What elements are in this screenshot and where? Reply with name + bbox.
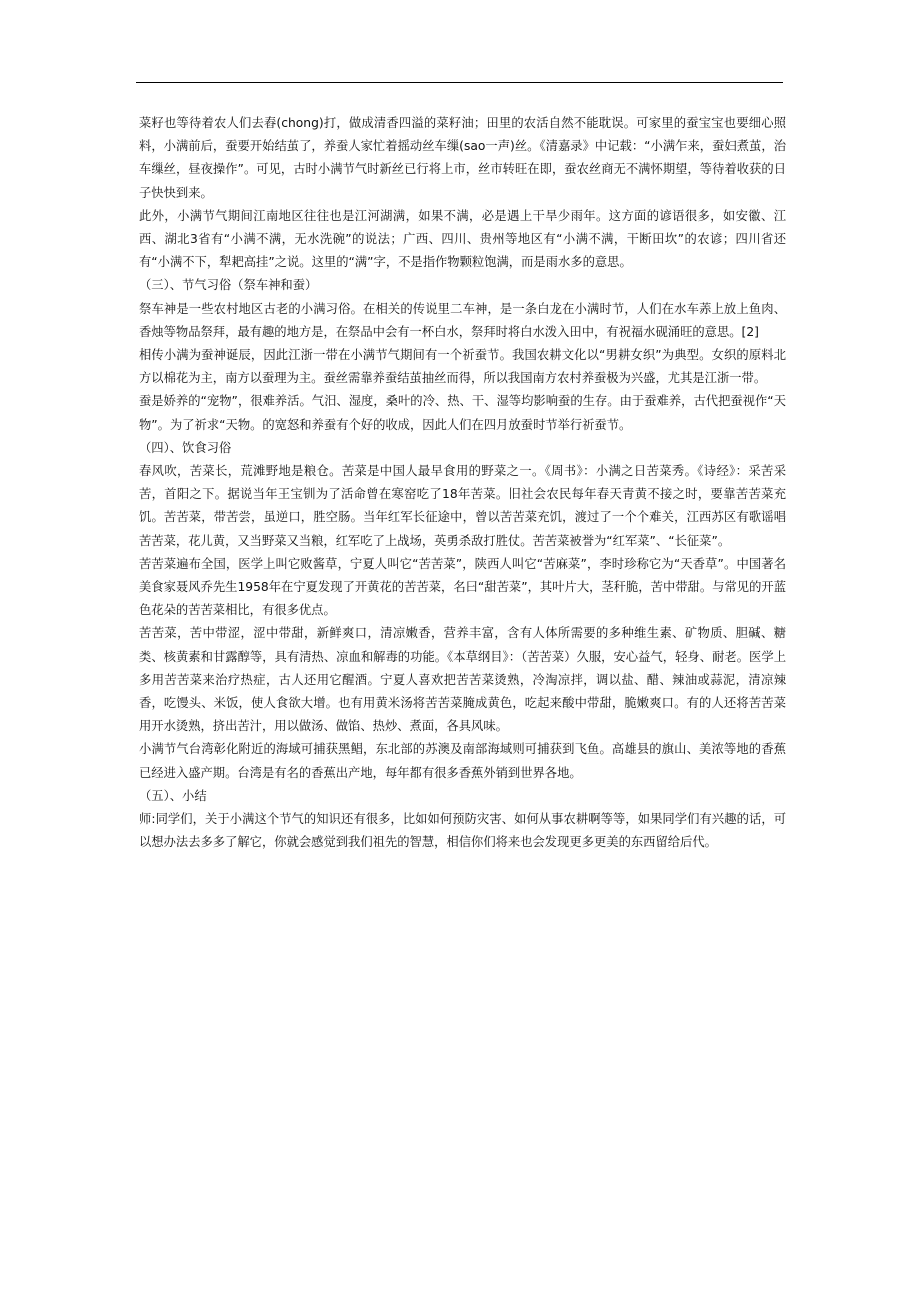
paragraph-silk-reeling: 菜籽也等待着农人们去舂(chong)打，做成清香四溢的菜籽油；田里的农活自然不能耽误。可家里的蚕宝宝也要细心照料，小满前后，蚕要开始结茧了，养蚕人家忙着摇动丝车缫(sao一声)丝。《清嘉录》中记载：“小满乍来，蚕妇煮茧，治车缫丝，昼夜操作”。可见，古时小满节气时新丝已行将上市，丝市转旺在即，蚕农丝商无不满怀期望，等待着收获的日子快快到来。	[139, 116, 786, 200]
document-body	[139, 112, 786, 855]
paragraph-silkworm-care: 蚕是娇养的“宠物”，很难养活。气汨、湿度，桑叶的冷、热、干、湿等均影响蚕的生存。由于蚕难养，古代把蚕视作“天物”。为了祈求“天物。的宽怒和养蚕有个好的收成，因此人们在四月放蚕时节举行祈蚕节。	[139, 394, 786, 432]
section-heading-summary: （五）、小结	[139, 788, 207, 803]
header-rule	[136, 82, 783, 83]
paragraph-bitter-vegetable-nutrition: 苦苦菜，苦中带涩，涩中带甜，新鲜爽口，清凉嫩香，营养丰富，含有人体所需要的多种维生素、矿物质、胆碱、糖类、核黄素和甘露醇等，具有清热、凉血和解毒的功能。《本草纲目》：（苦苦菜）久服，安心益气，轻身、耐老。医学上多用苦苦菜来治疗热症，古人还用它醒酒。宁夏人喜欢把苦苦菜烫熟，冷淘凉拌，调以盐、醋、辣油或蒜泥，清凉辣香，吃馒头、米饭，使人食欲大增。也有用黄米汤将苦苦菜腌成黄色，吃起来酸中带甜，脆嫩爽口。有的人还将苦苦菜用开水烫熟，挤出苦汁，用以做汤、做馅、热炒、煮面，各具风味。	[139, 626, 786, 734]
paragraph-bitter-vegetable-names: 苦苦菜遍布全国，医学上叫它败酱草，宁夏人叫它“苦苦菜”，陕西人叫它“苦麻菜”，李时珍称它为“天香草”。中国著名美食家聂风乔先生1958年在宁夏发现了开黄花的苦苦菜，名曰“甜苦菜”，其叶片大，茎秆脆，苦中带甜。与常见的开蓝色花朵的苦苦菜相比，有很多优点。	[139, 556, 786, 618]
paragraph-bitter-vegetable-history: 春风吹，苦菜长，荒滩野地是粮仓。苦菜是中国人最早食用的野菜之一。《周书》：小满之日苦菜秀。《诗经》：采苦采苦，首阳之下。据说当年王宝钏为了活命曾在寒窑吃了18年苦菜。旧社会农民每年春天青黄不接之时，要靠苦苦菜充饥。苦苦菜，带苦尝，虽逆口，胜空肠。当年红军长征途中，曾以苦苦菜充饥，渡过了一个个难关，江西苏区有歌谣唱苦苦菜，花儿黄，又当野菜又当粮，红军吃了上战场，英勇杀敌打胜仗。苦苦菜被誉为“红军菜”、“长征菜”。	[139, 464, 786, 548]
paragraph-silkworm-festival: 相传小满为蚕神诞辰，因此江浙一带在小满节气期间有一个祈蚕节。我国农耕文化以“男耕女织”为典型。女织的原料北方以棉花为主，南方以蚕理为主。蚕丝需靠养蚕结茧抽丝而得，所以我国南方农村养蚕极为兴盛，尤其是江浙一带。	[139, 348, 786, 386]
paragraph-rain-proverbs: 此外，小满节气期间江南地区往往也是江河湖满，如果不满，必是遇上干旱少雨年。这方面的谚语很多，如安徽、江西、湖北3省有“小满不满，无水洗碗”的说法；广西、四川、贵州等地区有“小满不满，干断田坎”的农谚；四川省还有“小满不下，犁耙高挂”之说。这里的“满”字，不是指作物颗粒饱满，而是雨水多的意思。	[139, 208, 786, 270]
section-heading-food: （四）、饮食习俗	[139, 440, 232, 455]
paragraph-taiwan-fishing: 小满节气台湾彰化附近的海域可捕获黑鲳，东北部的苏澳及南部海域则可捕获到飞鱼。高雄县的旗山、美浓等地的香蕉已经进入盛产期。台湾是有名的香蕉出产地，每年都有很多香蕉外销到世界各地。	[139, 742, 786, 780]
paragraph-cart-god: 祭车神是一些农村地区古老的小满习俗。在相关的传说里二车神，是一条白龙在小满时节，人们在水车䓇上放上鱼肉、香烛等物品祭拜，最有趣的地方是，在祭品中会有一杯白水，祭拜时将白水泼入田中，有祝福水砚涌旺的意思。[2]	[139, 301, 786, 339]
section-heading-customs: （三）、节气习俗（祭车神和蚕）	[139, 278, 318, 293]
paragraph-summary: 师:同学们，关于小满这个节气的知识还有很多，比如如何预防灾害、如何从事农耕啊等等，如果同学们有兴趣的话，可以想办法去多多了解它，你就会感觉到我们祖先的智慧，相信你们将来也会发现更多更美的东西留给后代。	[139, 812, 786, 850]
